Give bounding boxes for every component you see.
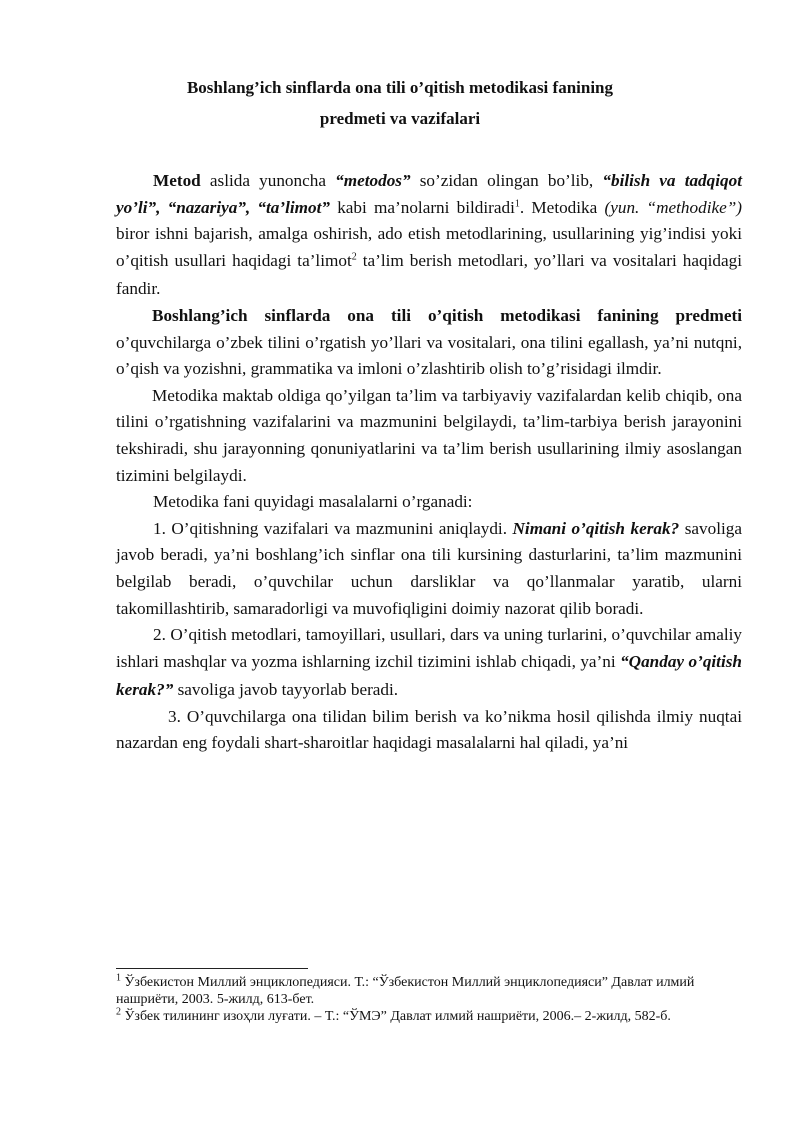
question-what-to-teach: Nimani o’qitish kerak? (512, 518, 680, 538)
footnotes (116, 974, 742, 1025)
footnote-1: $^1$ Ўзбекистон Миллий энциклопедияси. Т.: “Ўзбекистон Миллий энциклопедияси” Давлат илмий нашриёти, 2003. 5-жилд, 613-бет. (116, 972, 695, 1007)
term-metod: Metod (153, 171, 201, 190)
term-metodos: “metodos” (335, 171, 411, 190)
footnote-2: $^2$ Ўзбек тилининг изоҳли луғати. – Т.: “ЎМЭ” Давлат илмий нашриёти, 2006.– 2-жилд, 582-б. (116, 1006, 671, 1024)
paragraph-task-1: 1. O’qitishning vazifalari va mazmunini aniqlaydi. Nimani o’qitish kerak? savoliga javob beradi, ya’ni boshlang’ich sinflar ona tili kursining dasturlarini, ta’lim mazmunini belgilab beradi, o’quvchilar uchun darsliklar va qo’llanmalar yaratib, ularni takomillashtirib, samaradorligi va muvofiqligini doimiy nazorat qilib boradi. (116, 518, 742, 618)
main-text (116, 168, 742, 757)
paragraph-subject: Boshlang’ich sinflarda ona tili o’qitish metodikasi fanining predmeti o’quvchilarga o’zbek tilini o’rgatish yo’llari va vositalari, ona tilini egallash, ya’ni nutqni, o’qish va yozishni, grammatika va imloni o’zlashtirib olish to’g’risidagi ilmdir. (116, 305, 742, 379)
question-how-to-teach: “Qanday o’qitish kerak?” (116, 651, 742, 700)
paragraph-task-3: 3. O’quvchilarga ona tilidan bilim berish va ko’nikma hosil qilishda ilmiy nuqtai nazardan eng foydali shart-sharoitlar haqidagi masalalarni hal qiladi, ya’ni (116, 706, 742, 753)
title-line-1: Boshlang’ich sinflarda ona tili o’qitish metodikasi fanining (186, 78, 614, 97)
paragraph-tasks-intro: Metodika fani quyidagi masalalarni o’rganadi: (153, 492, 473, 512)
term-methodike: (yun. “methodike”) (604, 197, 743, 217)
footnote-separator (116, 968, 308, 969)
paragraph-metod-definition: Metod aslida yunoncha “metodos” so’zidan olingan bo’lib, “bilish va tadqiqot yo’li”, “nazariya”, “ta’limot” kabi ma’nolarni bildiradi$^1$. Metodika (yun. “methodike”) biror ishni bajarish, amalga oshirish, ado etish metodlarining, usullarining yig’indisi yoki o’qitish usullari haqidagi ta’limot$^2$ ta’lim berish metodlari, yo’llari va vositalari haqidagi fandir. (116, 171, 743, 299)
paragraph-methodology-role: Metodika maktab oldiga qo’yilgan ta’lim va tarbiyaviy vazifalardan kelib chiqib, ona tilini o’rgatishning vazifalarini va mazmunini belgilaydi, ta’lim-tarbiya berish jarayonini tekshiradi, shu jarayonning qonuniyatlarini va ta’lim berish usullarining ilmiy asoslangan tizimini belgilaydi. (116, 385, 742, 485)
footnote-ref-1: 1 (514, 197, 520, 209)
term-meanings: “bilish va tadqiqot yo’li”, “nazariya”, “ta’limot” (116, 171, 742, 217)
subject-heading: Boshlang’ich sinflarda ona tili o’qitish metodikasi fanining predmeti (152, 305, 742, 325)
paragraph-task-2: 2. O’qitish metodlari, tamoyillari, usullari, dars va uning turlarini, o’quvchilar amaliy ishlari mashqlar va yozma ishlarning izchil tizimini ishlab chiqadi, ya’ni “Qanday o’qitish kerak?” savoliga javob tayyorlab beradi. (116, 625, 742, 700)
title-line-2: predmeti va vazifalari (319, 109, 481, 128)
footnote-ref-2: 2 (351, 251, 357, 263)
